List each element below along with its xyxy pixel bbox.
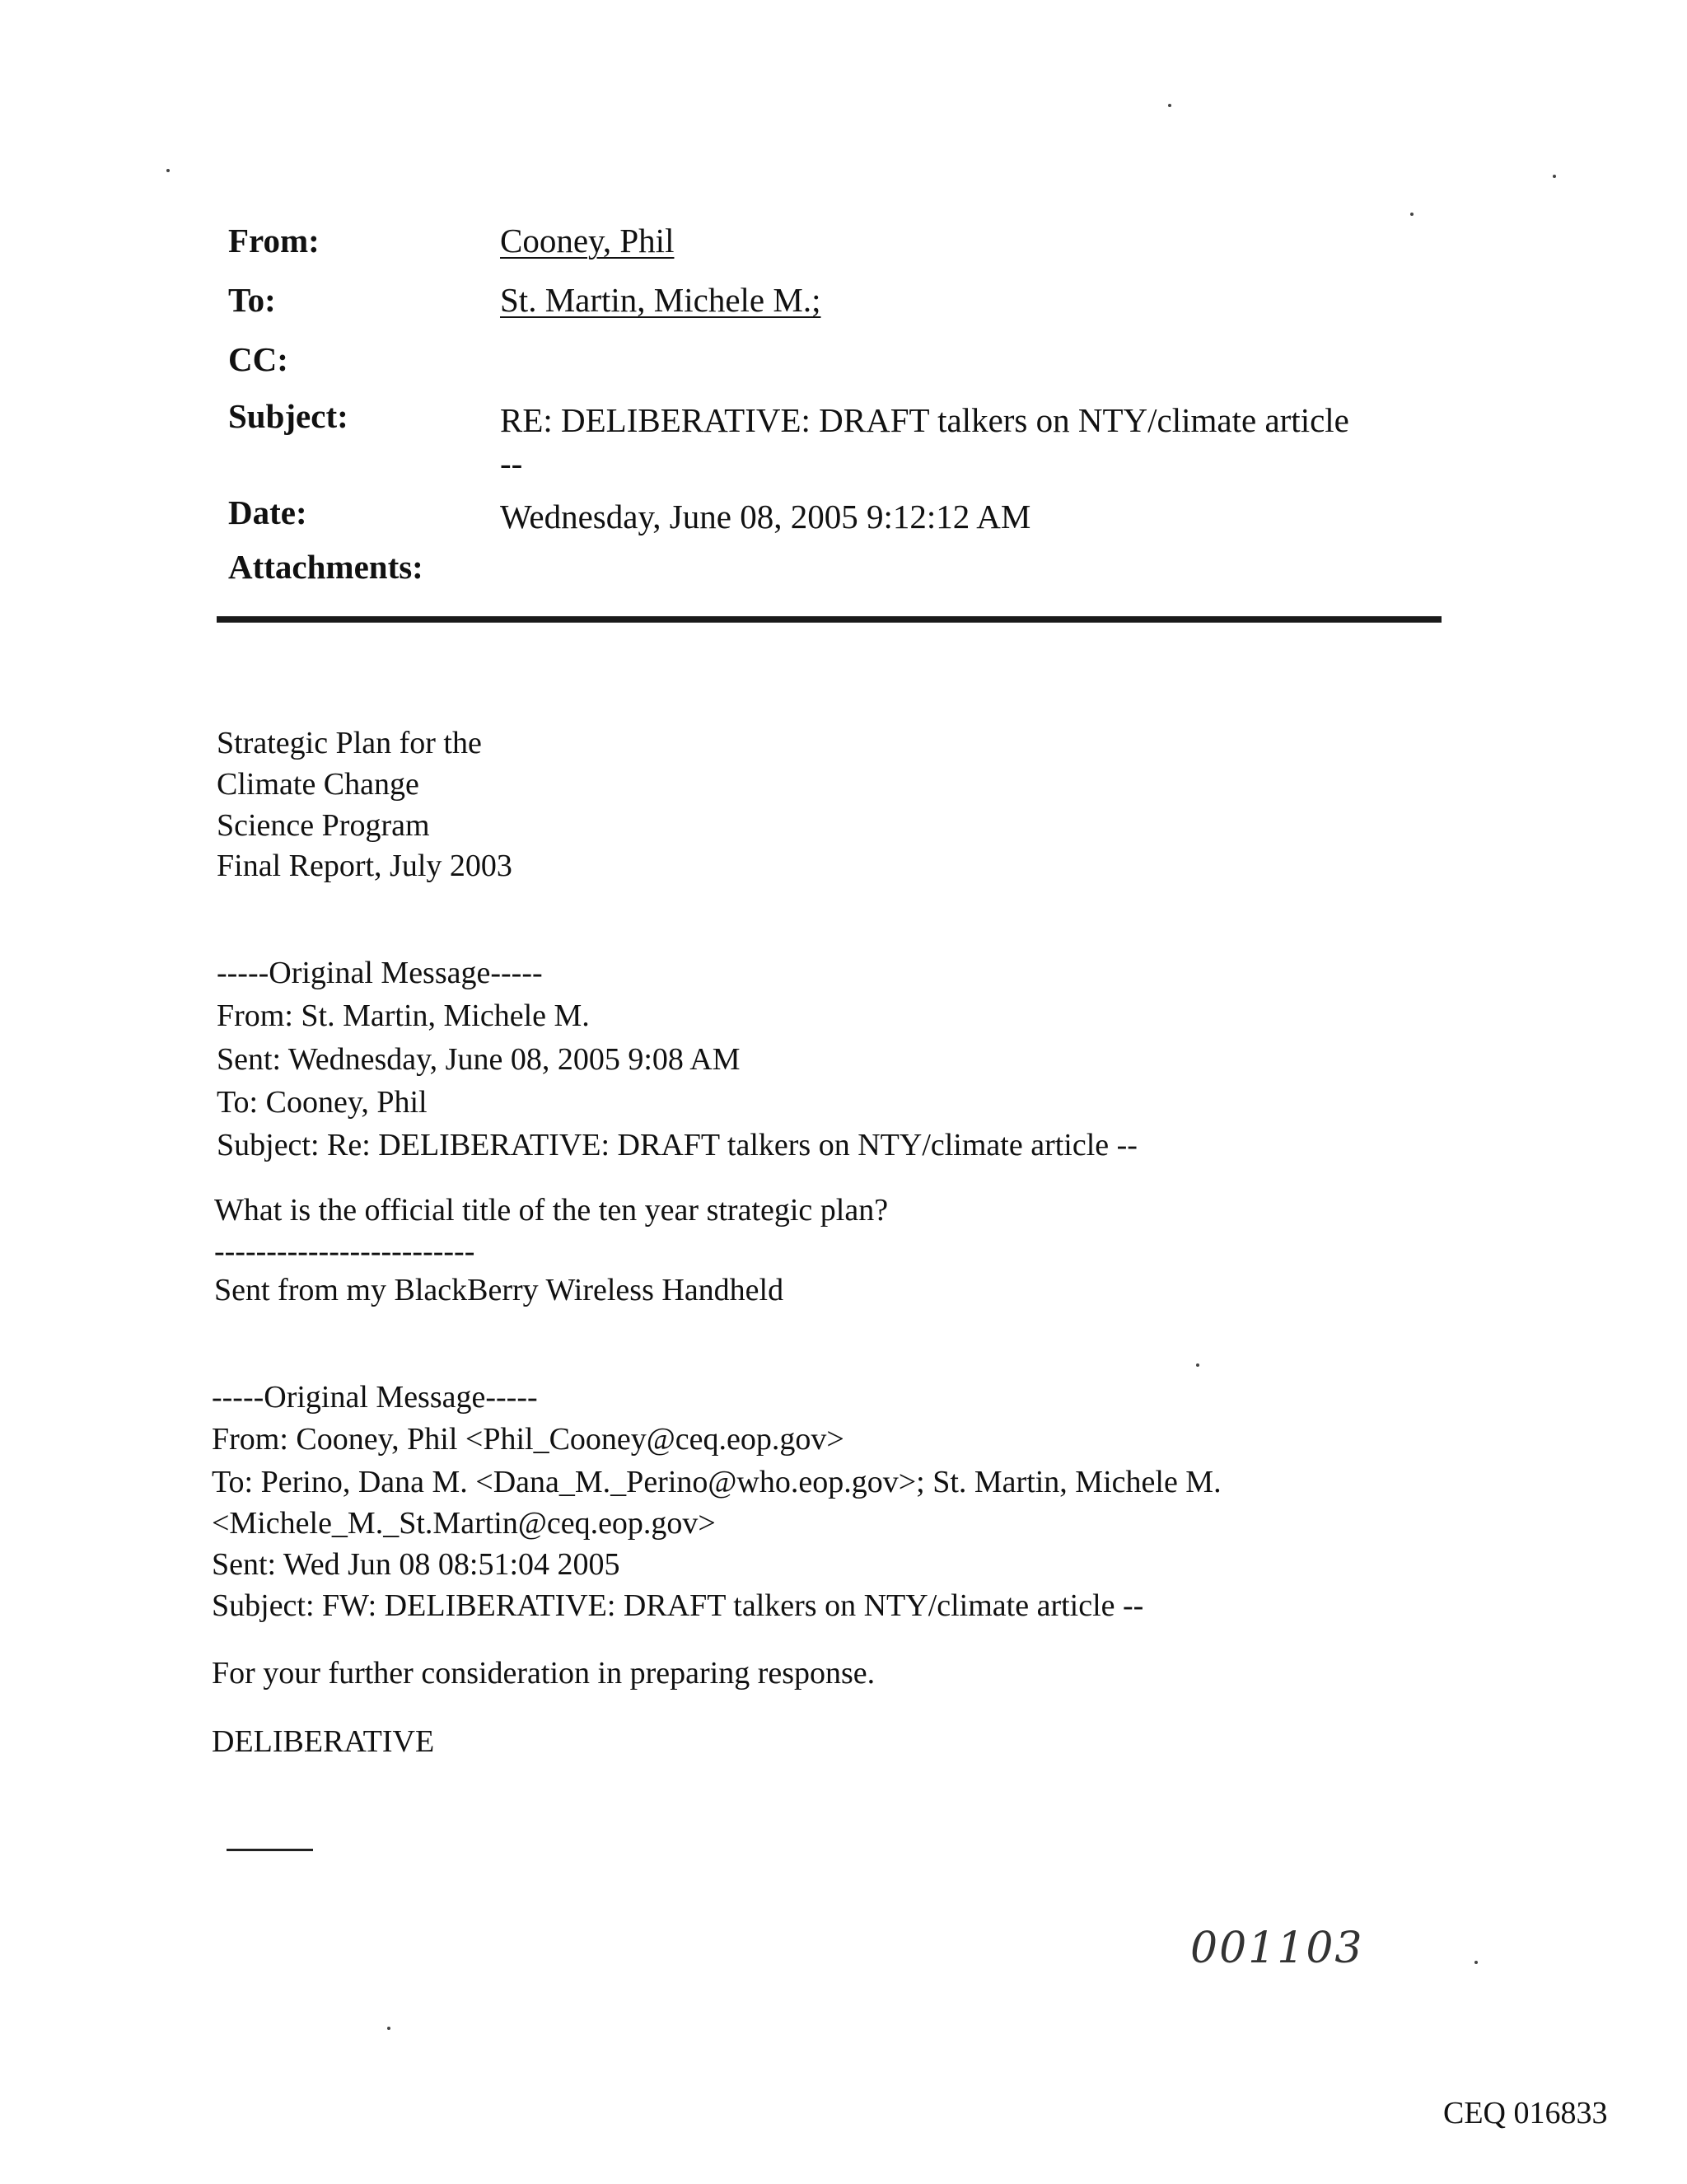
message-to: To: Cooney, Phil bbox=[217, 1085, 428, 1120]
reply-line: Strategic Plan for the bbox=[217, 726, 482, 760]
to-label: To: bbox=[228, 281, 276, 319]
scan-speck bbox=[387, 2027, 390, 2030]
original-message-separator: -----Original Message----- bbox=[217, 956, 543, 990]
reply-line: Science Program bbox=[217, 808, 430, 843]
message-dashes: ------------------------- bbox=[214, 1234, 475, 1269]
scan-speck bbox=[166, 169, 170, 172]
message-from: From: St. Martin, Michele M. bbox=[217, 998, 590, 1033]
scan-speck bbox=[1410, 213, 1414, 216]
reply-line: Final Report, July 2003 bbox=[217, 849, 512, 883]
header-divider bbox=[217, 616, 1442, 623]
attachments-label: Attachments: bbox=[228, 548, 423, 586]
date-label: Date: bbox=[228, 493, 307, 531]
message-subject: Subject: FW: DELIBERATIVE: DRAFT talkers on NTY/climate article -- bbox=[212, 1588, 1144, 1623]
document-number-stamp: 001103 bbox=[1190, 1924, 1364, 1973]
from-value: Cooney, Phil bbox=[500, 222, 675, 260]
message-text: For your further consideration in preparing response. bbox=[212, 1656, 876, 1691]
message-to: To: Perino, Dana M. <Dana_M._Perino@who.eop.gov>; St. Martin, Michele M. bbox=[212, 1465, 1222, 1499]
message-subject: Subject: Re: DELIBERATIVE: DRAFT talkers on NTY/climate article -- bbox=[217, 1128, 1138, 1162]
date-value: Wednesday, June 08, 2005 9:12:12 AM bbox=[500, 498, 1031, 535]
message-question: What is the official title of the ten year strategic plan? bbox=[214, 1193, 889, 1228]
message-signature: Sent from my BlackBerry Wireless Handheld bbox=[214, 1273, 784, 1307]
scan-speck bbox=[1553, 175, 1556, 178]
message-classification: DELIBERATIVE bbox=[212, 1724, 435, 1759]
scan-speck bbox=[1168, 104, 1171, 107]
message-from: From: Cooney, Phil <Phil_Cooney@ceq.eop.gov> bbox=[212, 1422, 844, 1457]
message-to-continuation: <Michele_M._St.Martin@ceq.eop.gov> bbox=[212, 1506, 716, 1541]
signature-divider bbox=[227, 1849, 313, 1851]
scan-speck bbox=[1474, 1961, 1478, 1964]
subject-label: Subject: bbox=[228, 397, 348, 435]
original-message-separator: -----Original Message----- bbox=[212, 1380, 538, 1415]
reply-line: Climate Change bbox=[217, 767, 419, 802]
subject-value: RE: DELIBERATIVE: DRAFT talkers on NTY/climate article bbox=[500, 401, 1349, 439]
message-sent: Sent: Wed Jun 08 08:51:04 2005 bbox=[212, 1547, 620, 1582]
message-sent: Sent: Wednesday, June 08, 2005 9:08 AM bbox=[217, 1042, 741, 1077]
bates-number: CEQ 016833 bbox=[1443, 2096, 1608, 2130]
from-label: From: bbox=[228, 222, 320, 260]
subject-continuation: -- bbox=[500, 444, 523, 482]
scan-speck bbox=[1196, 1363, 1199, 1367]
to-value: St. Martin, Michele M.; bbox=[500, 281, 821, 319]
cc-label: CC: bbox=[228, 340, 288, 378]
